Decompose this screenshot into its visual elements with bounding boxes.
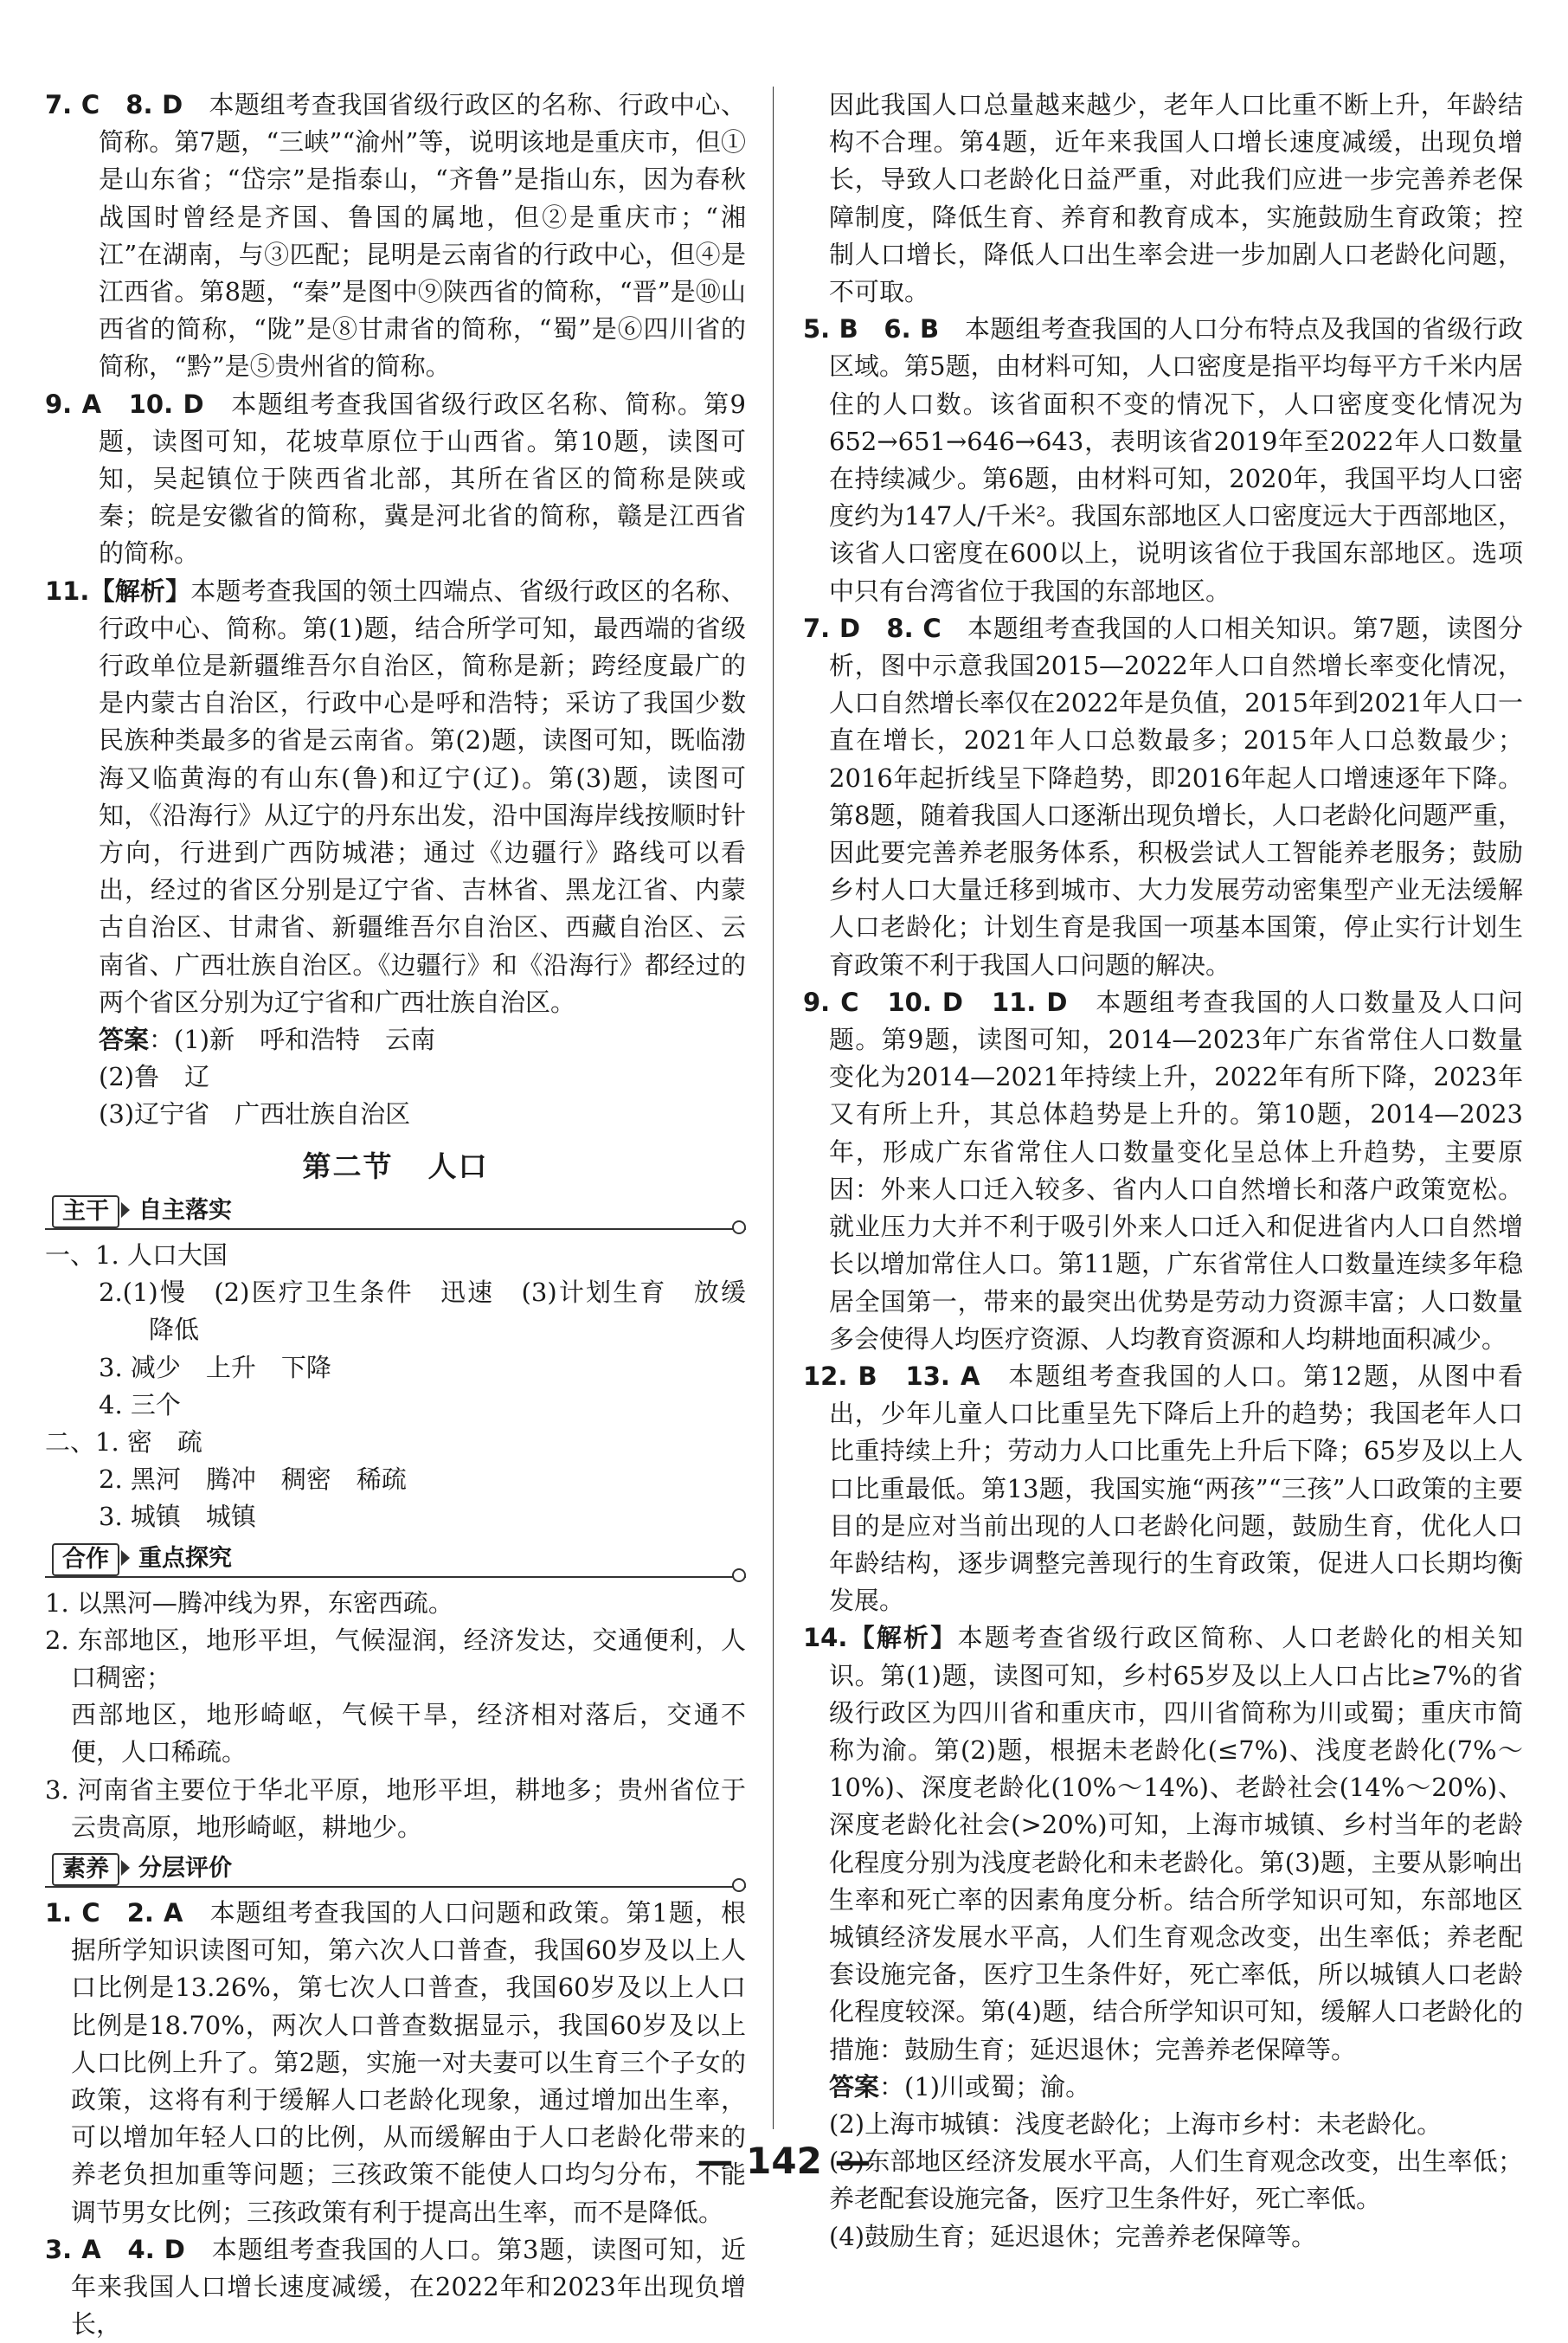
answer-number: 14.【解析】 <box>803 1623 958 1653</box>
section-bar-zhugan <box>45 1194 746 1230</box>
answer-value: ：(1)新 呼和浩特 云南 <box>149 1025 436 1055</box>
list-item: 4. 三个 <box>99 1389 181 1419</box>
answer-continuation: 因此我国人口总量越来越少，老年人口比重不断上升，年龄结构不合理。第4题，近年来我国人口增长速度减缓，出现负增长，导致人口老龄化日益严重，对此我们应进一步完善养老保障制度，降低生育、养育和教育成本，实施鼓励生育政策；控制人口增长，降低人口出生率会进一步加剧人口老龄化问题，不可取。 <box>829 90 1523 307</box>
answer-text: 本题组考查我国省级行政区名称、简称。第9题，读图可知，花坡草原位于山西省。第10题，读图可知，吴起镇位于陕西省北部，其所在省区的简称是陕或秦；皖是安徽省的简称，冀是河北省的简称，赣是江西省的简称。 <box>99 389 747 569</box>
answer-text: 本题考查省级行政区简称、人口老龄化的相关知识。第(1)题，读图可知，乡村65岁及以上人口占比≥7%的省级行政区为四川省和重庆市，四川省简称为川或蜀；重庆市简称为渝。第(2)题，根据未老龄化(≤7%)、浅度老龄化(7%～10%)、深度老龄化(10%～14%)、老龄社会(14%～20%)、深度老龄化社会(>20%)可知，上海市城镇、乡村当年的老龄化程度分别为浅度老龄化和未老龄化。第(3)题，主要从影响出生率和死亡率的因素角度分析。结合所学知识可知，东部地区城镇经济发展水平高，人们生育观念改变，出生率低；养老配套设施完备，医疗卫生条件好，死亡率低，所以城镇人口老龄化程度较深。第(4)题，结合所学知识可知，缓解人口老龄化的措施：鼓励生育；延迟退休；完善养老保障等。 <box>829 1623 1523 2064</box>
answer-number: 9. A 10. D <box>45 389 204 419</box>
column-divider <box>773 87 774 2129</box>
circle-icon <box>732 1568 746 1582</box>
answer-label: 答案 <box>99 1025 150 1055</box>
section-label: 自主落实 <box>138 1196 232 1224</box>
section-label: 重点探究 <box>138 1544 232 1572</box>
answer-14 <box>803 1619 1523 2068</box>
list-item: 3. 城镇 城镇 <box>99 1502 256 1532</box>
arrow-right-icon <box>121 1550 130 1566</box>
list-item: 一、1. 人口大国 <box>45 1239 228 1270</box>
answer-line: (3)东部地区经济发展水平高，人们生育观念改变，出生率低；养老配套设施完备，医疗卫生条件好，死亡率低。 <box>829 2147 1523 2214</box>
answer-value: ：(1)川或蜀；渝。 <box>879 2071 1091 2102</box>
answer-text: 本题组考查我国的人口数量及人口问题。第9题，读图可知，2014—2023年广东省常住人口数量变化为2014—2021年持续上升，2022年有所下降，2023年又有所上升，其总体趋势是上升的。第10题，2014—2023年，形成广东省常住人口数量变化呈总体上升趋势，主要原因：外来人口迁入较多、省内人口自然增长和落户政策宽松。就业压力大并不利于吸引外来人口迁入和促进省内人口自然增长以增加常住人口。第11题，广东省常住人口数量连续多年稳居全国第一，带来的最突出优势是劳动力资源丰富；人口数量多会使得人均医疗资源、人均教育资源和人均耕地面积减少。 <box>829 987 1523 1354</box>
list-item: 1. 以黑河—腾冲线为界，东密西疏。 <box>45 1587 453 1618</box>
answer-line <box>803 2069 1523 2106</box>
circle-icon <box>732 1220 746 1234</box>
answer-text: 本题组考查我国省级行政区的名称、行政中心、简称。第7题，“三峡”“渝州”等，说明该地是重庆市，但①是山东省；“岱宗”是指泰山，“齐鲁”是指山东，因为春秋战国时曾经是齐国、鲁国的属地，但②是重庆市；“湘江”在湖南，与③匹配；昆明是云南省的行政中心，但④是江西省。第8题，“秦”是图中⑨陕西省的简称，“晋”是⑩山西省的简称，“陇”是⑧甘肃省的简称，“蜀”是⑥四川省的简称，“黔”是⑤贵州省的简称。 <box>99 90 746 382</box>
answer-number: 7. D 8. C <box>803 613 941 643</box>
section-bar-suyang <box>45 1851 746 1888</box>
answer-line: (4)鼓励生育；延迟退休；完善养老保障等。 <box>829 2221 1317 2251</box>
circle-icon <box>732 1878 746 1892</box>
answer-text: 本题组考查我国的人口。第3题，读图可知，近年来我国人口增长速度减缓，在2022年和2023年出现负增长， <box>71 2234 746 2340</box>
section-tag: 素养 <box>52 1853 119 1886</box>
answer-5-6 <box>803 311 1523 610</box>
answer-number: 11.【解析】 <box>45 576 191 606</box>
list-item: 3. 河南省主要位于华北平原，地形平坦，耕地多；贵州省位于云贵高原，地形崎岖，耕地少。 <box>45 1774 746 1842</box>
arrow-right-icon <box>121 1202 130 1218</box>
answer-text: 本题组考查我国的人口。第12题，从图中看出，少年儿童人口比重呈先下降后上升的趋势；我国老年人口比重持续上升；劳动力人口比重先上升后下降；65岁及以上人口比重最低。第13题，我国实施“两孩”“三孩”人口政策的主要目的是应对当前出现的人口老龄化问题，鼓励生育，优化人口年龄结构，逐步调整完善现行的生育政策，促进人口长期均衡发展。 <box>829 1361 1523 1616</box>
answer-text: 本题组考查我国的人口相关知识。第7题，读图分析，图中示意我国2015—2022年人口自然增长率变化情况，人口自然增长率仅在2022年是负值，2015年到2021年人口一直在增长，2021年人口总数最多；2015年人口总数最少；2016年起折线呈下降趋势，即2016年起人口增速逐年下降。第8题，随着我国人口逐渐出现负增长，人口老龄化问题严重，因此要完善养老服务体系，积极尝试人工智能养老服务；鼓励乡村人口大量迁移到城市、大力发展劳动密集型产业无法缓解人口老龄化；计划生育是我国一项基本国策，停止实行计划生育政策不利于我国人口问题的解决。 <box>829 613 1524 980</box>
answer-11 <box>45 573 746 1021</box>
section-tag: 合作 <box>52 1543 119 1576</box>
right-column <box>803 87 1523 2256</box>
list-item: 2.(1)慢 (2)医疗卫生条件 迅速 (3)计划生育 放缓 降低 <box>99 1278 772 1345</box>
answer-12-13 <box>803 1358 1523 1619</box>
section-tag: 主干 <box>52 1195 119 1228</box>
answer-3-4 <box>45 2231 746 2343</box>
page-number: — 142 — <box>697 2140 871 2182</box>
answer-text: 本题组考查我国的人口分布特点及我国的省级行政区域。第5题，由材料可知，人口密度是指平均每平方千米内居住的人口数。该省面积不变的情况下，人口密度变化情况为652→651→646→643，表明该省2019年至2022年人口数量在持续减少。第6题，由材料可知，2020年，我国平均人口密度约为147人/千米²。我国东部地区人口密度远大于西部地区，该省人口密度在600以上，说明该省位于我国东部地区。选项中只有台湾省位于我国的东部地区。 <box>829 314 1523 606</box>
answer-number: 12. B 13. A <box>803 1361 980 1391</box>
answer-number: 5. B 6. B <box>803 314 940 344</box>
answer-9-11 <box>803 984 1523 1358</box>
answer-9-10 <box>45 386 746 573</box>
answer-number: 9. C 10. D 11. D <box>803 987 1068 1017</box>
answer-7-8 <box>803 610 1523 984</box>
answer-text: 本题组考查我国的人口问题和政策。第1题，根据所学知识读图可知，第六次人口普查，我国60岁及以上人口比例是13.26%，第七次人口普查，我国60岁及以上人口比例是18.70%，两次人口普查数据显示，我国60岁及以上人口比例上升了。第2题，实施一对夫妻可以生育三个子女的政策，这将有利于缓解人口老龄化现象，通过增加出生率，可以增加年轻人口的比例，从而缓解由于人口老龄化带来的养老负担加重等问题；三孩政策不能使人口均匀分布，不能调节男女比例；三孩政策有利于提高出生率，而不是降低。 <box>71 1897 746 2227</box>
left-column <box>45 87 772 2343</box>
section-label: 分层评价 <box>138 1854 232 1882</box>
list-item: 2. 东部地区，地形平坦，气候湿润，经济发达，交通便利，人口稠密； <box>45 1625 746 1692</box>
answer-line <box>45 1021 746 1059</box>
answer-number: 3. A 4. D <box>45 2234 185 2264</box>
section-bar-hezuo <box>45 1542 746 1578</box>
list-item: 2. 黑河 腾冲 稠密 稀疏 <box>99 1464 407 1495</box>
list-item: 西部地区，地形崎岖，气候干旱，经济相对落后，交通不便，人口稀疏。 <box>71 1700 746 1767</box>
section-title <box>45 1148 746 1185</box>
answer-line: (2)鲁 辽 <box>99 1062 210 1092</box>
answer-7-8 <box>45 87 746 386</box>
answer-number: 7. C 8. D <box>45 90 183 119</box>
answer-text: 本题考查我国的领土四端点、省级行政区的名称、行政中心、简称。第(1)题，结合所学可知，最西端的省级行政单位是新疆维吾尔自治区，简称是新；跨经度最广的是内蒙古自治区，行政中心是呼和浩特；采访了我国少数民族种类最多的省是云南省。第(2)题，读图可知，既临渤海又临黄海的有山东(鲁)和辽宁(辽)。第(3)题，读图可知，《沿海行》从辽宁的丹东出发，沿中国海岸线按顺时针方向，行进到广西防城港；通过《边疆行》路线可以看出，经过的省区分别是辽宁省、吉林省、黑龙江省、内蒙古自治区、甘肃省、新疆维吾尔自治区、西藏自治区、云南省、广西壮族自治区。《边疆行》和《沿海行》都经过的两个省区分别为辽宁省和广西壮族自治区。 <box>99 576 746 1017</box>
arrow-right-icon <box>121 1860 130 1876</box>
answer-number: 1. C 2. A <box>45 1897 183 1928</box>
answer-line: (2)上海市城镇：浅度老龄化；上海市乡村：未老龄化。 <box>829 2108 1443 2139</box>
list-item: 二、1. 密 疏 <box>45 1426 202 1457</box>
answer-line: (3)辽宁省 广西壮族自治区 <box>99 1099 411 1130</box>
section-title-name: 人口 <box>427 1149 489 1183</box>
section-title-number: 第二节 <box>302 1149 394 1183</box>
list-item: 3. 减少 上升 下降 <box>99 1352 331 1382</box>
answer-label: 答案 <box>829 2071 880 2102</box>
